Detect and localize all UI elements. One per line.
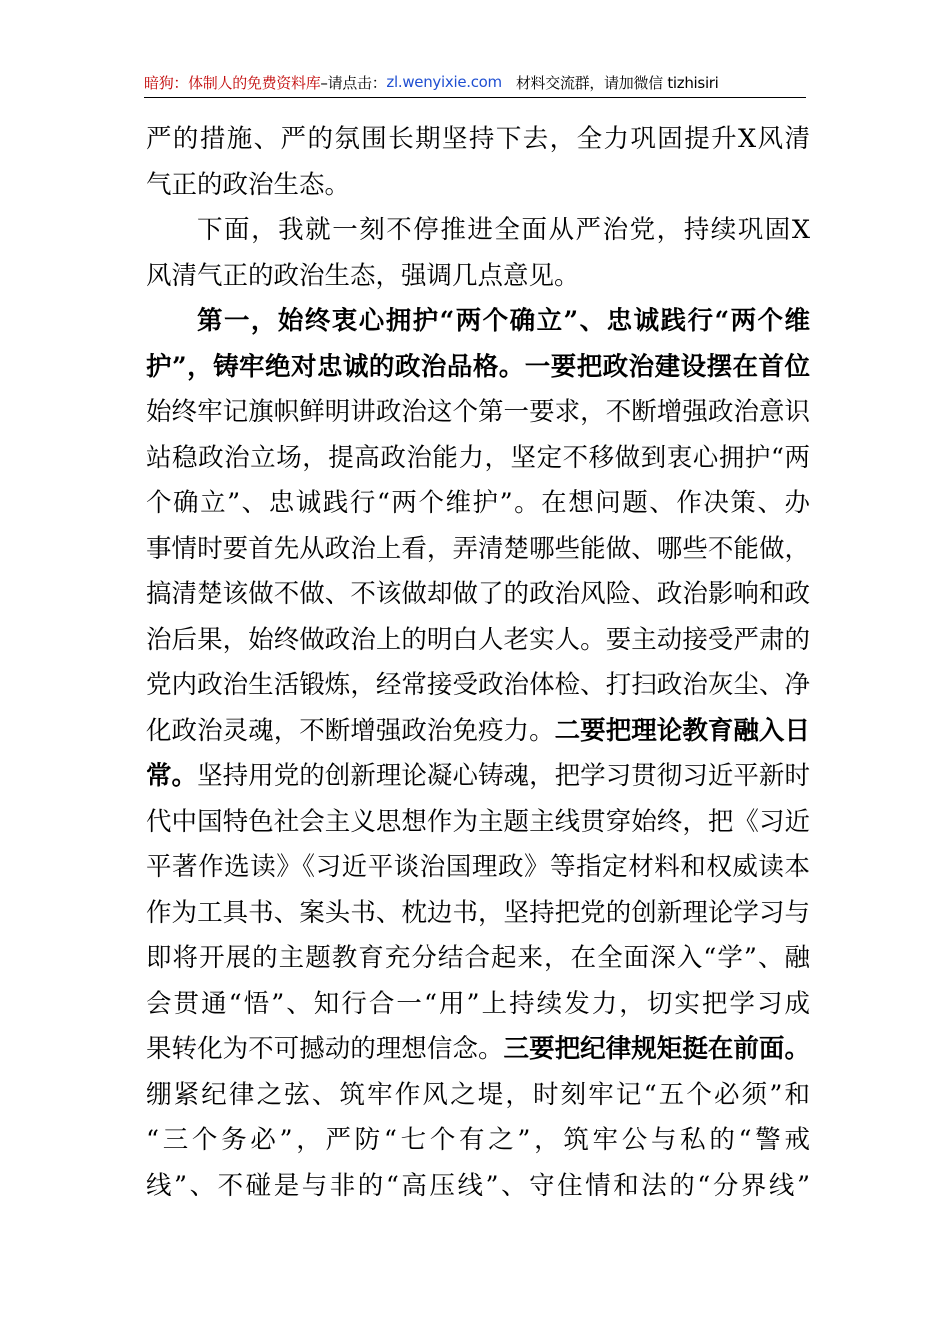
text-line bbox=[146, 891, 810, 937]
text-line bbox=[146, 1118, 810, 1164]
text-segment: 党内政治生活锻炼，经常接受政治体检、打扫政治灰尘、净 bbox=[146, 670, 810, 700]
text-segment: 事情时要首先从政治上看，弄清楚哪些能做、哪些不能做， bbox=[146, 533, 810, 564]
text-segment: 站稳政治立场，提高政治能力，坚定不移做到衷心拥护“两 bbox=[146, 442, 810, 473]
text-segment: 风清气正的政治生态，强调几点意见。 bbox=[146, 260, 580, 291]
text-segment: 会贯通“悟”、知行合一“用”上持续发力，切实把学习成 bbox=[146, 988, 810, 1019]
header-divider bbox=[144, 97, 806, 98]
text-segment-bold: 二要把理论教育融入日 bbox=[554, 715, 810, 746]
text-segment: 下面，我就一刻不停推进全面从严治党，持续巩固X bbox=[197, 215, 810, 245]
text-segment: 搞清楚该做不做、不该做却做了的政治风险、政治影响和政 bbox=[146, 579, 810, 609]
header-url-link[interactable]: zl.wenyixie.com bbox=[386, 73, 502, 91]
text-segment-bold: 第一，始终衷心拥护“两个确立”、忠诚践行“两个维 bbox=[197, 306, 810, 336]
text-segment: 坚持用党的创新理论凝心铸魂，把学习贯彻习近平新时 bbox=[197, 761, 810, 791]
text-line bbox=[146, 390, 810, 436]
text-segment: 作为工具书、案头书、枕边书，坚持把党的创新理论学习与 bbox=[146, 897, 810, 928]
section-heading-line bbox=[146, 299, 810, 345]
text-segment: 始终牢记旗帜鲜明讲政治这个第一要求，不断增强政治意识 bbox=[146, 397, 810, 427]
text-segment: 即将开展的主题教育充分结合起来，在全面深入“学”、融 bbox=[146, 943, 810, 973]
text-line bbox=[146, 709, 810, 755]
text-line bbox=[146, 572, 810, 618]
header-click-prompt: –请点击： bbox=[320, 73, 387, 92]
text-line bbox=[146, 208, 810, 254]
text-segment: 治后果，始终做政治上的明白人老实人。要主动接受严肃的 bbox=[146, 624, 810, 655]
section-heading-line bbox=[146, 345, 810, 391]
text-line bbox=[146, 1164, 810, 1210]
text-line bbox=[146, 754, 810, 800]
text-line bbox=[146, 117, 810, 163]
text-line bbox=[146, 982, 810, 1028]
text-line bbox=[146, 845, 810, 891]
text-line bbox=[146, 663, 810, 709]
page-header bbox=[144, 66, 806, 98]
text-segment-bold: 常。 bbox=[146, 761, 198, 791]
text-segment: 化政治灵魂，不断增强政治免疫力。 bbox=[146, 715, 555, 746]
text-segment: 气正的政治生态。 bbox=[146, 169, 351, 200]
text-segment: 代中国特色社会主义思想作为主题主线贯穿始终，把《习近 bbox=[146, 806, 810, 837]
text-line bbox=[146, 800, 810, 846]
text-line bbox=[146, 1073, 810, 1119]
text-line bbox=[146, 618, 810, 664]
text-line bbox=[146, 1027, 810, 1073]
header-group-text: 材料交流群，请加微信 tizhisiri bbox=[515, 73, 719, 92]
text-segment: 平著作选读》《习近平谈治国理政》等指定材料和权威读本 bbox=[146, 852, 810, 882]
text-line bbox=[146, 254, 810, 300]
text-segment: 严的措施、严的氛围长期坚持下去，全力巩固提升X风清 bbox=[146, 124, 810, 154]
text-line bbox=[146, 481, 810, 527]
text-segment: 果转化为不可撼动的理想信念。 bbox=[146, 1034, 504, 1064]
text-line bbox=[146, 163, 810, 209]
text-segment: 线”、不碰是与非的“高压线”、守住情和法的“分界线” bbox=[146, 1170, 810, 1201]
text-line bbox=[146, 936, 810, 982]
document-body bbox=[146, 117, 810, 1209]
text-segment: “三个务必”，严防“七个有之”，筑牢公与私的“警戒 bbox=[146, 1125, 810, 1155]
text-line bbox=[146, 436, 810, 482]
text-line bbox=[146, 527, 810, 573]
header-brand: 暗狗：体制人的免费资料库 bbox=[144, 73, 321, 92]
text-segment: 绷紧纪律之弦、筑牢作风之堤，时刻牢记“五个必须”和 bbox=[146, 1079, 810, 1110]
text-segment-bold: 护”，铸牢绝对忠诚的政治品格。一要把政治建设摆在首位 bbox=[146, 351, 810, 382]
text-segment-bold: 三要把纪律规矩挺在前面。 bbox=[503, 1034, 810, 1064]
text-segment: 个确立”、忠诚践行“两个维护”。在想问题、作决策、办 bbox=[146, 488, 810, 518]
